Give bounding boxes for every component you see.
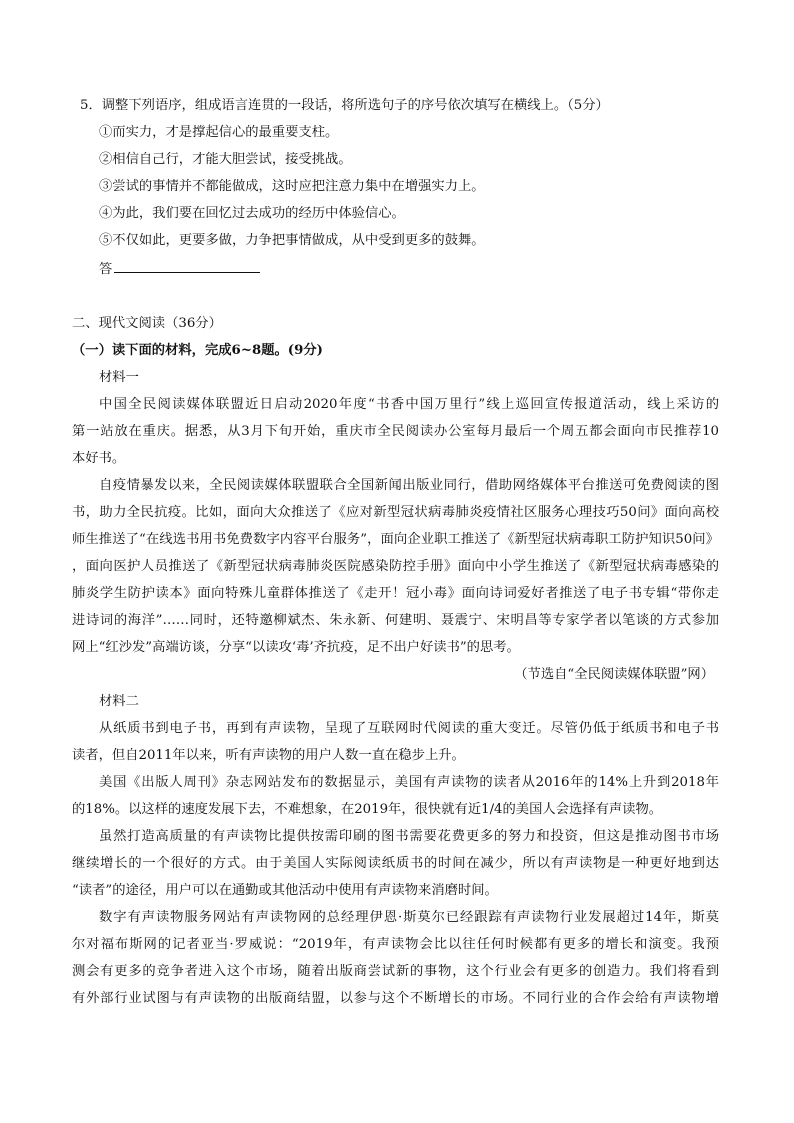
m2-p3-line1: 虽然打造高质量的有声读物比提供按需印刷的图书需要花费更多的努力和投资，但这是推动图书市场	[99, 829, 719, 844]
m1-p2-line2: 书，助力全民抗疫。比如，面向大众推送了《应对新型冠状病毒肺炎疫情社区服务心理技巧50问》面向高校	[72, 505, 719, 520]
answer-blank[interactable]	[114, 258, 260, 273]
m1-p1-line3: 本好书。	[72, 451, 126, 466]
m1-p1-line2: 第一站放在重庆。据悉，从3月下旬开始，重庆市全民阅读办公室每月最后一个周五都会面向市民推荐10	[72, 424, 719, 439]
q5-option-2: ②相信自己行，才能大胆尝试，接受挑战。	[99, 152, 352, 167]
m1-p2-line7: 网上“红沙发”高端访谈，分享“以读攻‘毒’齐抗疫，足不出户好读书”的思考。	[72, 640, 520, 655]
m2-p4-line2: 尔对福布斯网的记者亚当·罗威说：“2019年，有声读物会比以往任何时候都有更多的增长和演变。我预	[72, 937, 719, 952]
m1-p2-line6: 进诗词的海洋”……同时，还特邀柳斌杰、朱永新、何建明、聂震宁、宋明昌等专家学者以笔谈的方式参加	[72, 613, 719, 628]
m2-p2-line2: 的18%。以这样的速度发展下去，不难想象，在2019年，很快就有近1/4的美国人会选择有声读物。	[72, 802, 663, 817]
m2-p2-line1: 美国《出版人周刊》杂志网站发布的数据显示，美国有声读物的读者从2016年的14%上升到2018年	[99, 775, 719, 790]
m1-p2-line1: 自疫情暴发以来，全民阅读媒体联盟联合全国新闻出版业同行，借助网络媒体平台推送可免费阅读的图	[99, 478, 719, 493]
q5-answer-line[interactable]	[99, 258, 260, 280]
m1-p2-line3: 师生推送了“在线选书用书免费数字内容平台服务”，面向企业职工推送了《新型冠状病毒职工防护知识50问》	[72, 532, 719, 547]
q5-option-4: ④为此，我们要在回忆过去成功的经历中体验信心。	[99, 206, 405, 221]
m1-p2-line4: ，面向医护人员推送了《新型冠状病毒肺炎医院感染防控手册》面向中小学生推送了《新型冠状病毒感染的	[72, 559, 719, 574]
m2-p4-line1: 数字有声读物服务网站有声读物网的总经理伊恩·斯莫尔已经跟踪有声读物行业发展超过14年，斯莫	[99, 910, 719, 925]
q5-option-1: ①而实力，才是撑起信心的最重要支柱。	[99, 125, 339, 140]
m2-p1-line2: 读者，但自2011年以来，听有声读物的用户人数一直在稳步上升。	[72, 748, 465, 763]
answer-label: 答	[99, 262, 113, 277]
material-2-heading: 材料二	[99, 694, 139, 709]
m2-p3-line2: 继续增长的一个很好的方式。由于美国人实际阅读纸质书的时间在减少，所以有声读物是一种更好地到达	[72, 856, 719, 871]
question-5-stem: 5．调整下列语序，组成语言连贯的一段话，将所选句子的序号依次填写在横线上。（5分）	[80, 98, 609, 113]
section-title: 二、现代文阅读（36分）	[72, 316, 222, 331]
subsection-title: （一）读下面的材料，完成6~8题。(9分)	[72, 343, 323, 358]
m1-p1-line1: 中国全民阅读媒体联盟近日启动2020年度“书香中国万里行”线上巡回宣传报道活动，线上采访的	[99, 397, 719, 412]
m1-p2-line5: 肺炎学生防护读本》面向特殊儿童群体推送了《走开！冠小毒》面向诗词爱好者推送了电子书专辑“带你走	[72, 586, 719, 601]
q5-option-3: ③尝试的事情并不都能做成，这时应把注意力集中在增强实力上。	[99, 179, 485, 194]
m2-p3-line3: “读者”的途径，用户可以在通勤或其他活动中使用有声读物来消磨时间。	[72, 883, 498, 898]
m2-p4-line3: 测会有更多的竞争者进入这个市场，随着出版商尝试新的事物，这个行业会有更多的创造力。我们将看到	[72, 964, 719, 979]
m1-source: （节选自“全民阅读媒体联盟”网）	[514, 667, 714, 682]
m2-p1-line1: 从纸质书到电子书，再到有声读物，呈现了互联网时代阅读的重大变迁。尽管仍低于纸质书和电子书	[99, 721, 719, 736]
material-1-heading: 材料一	[99, 370, 139, 385]
m2-p4-line4: 有外部行业试图与有声读物的出版商结盟，以参与这个不断增长的市场。不同行业的合作会给有声读物增	[72, 991, 719, 1006]
q5-option-5: ⑤不仅如此，更要多做，力争把事情做成，从中受到更多的鼓舞。	[99, 233, 485, 248]
